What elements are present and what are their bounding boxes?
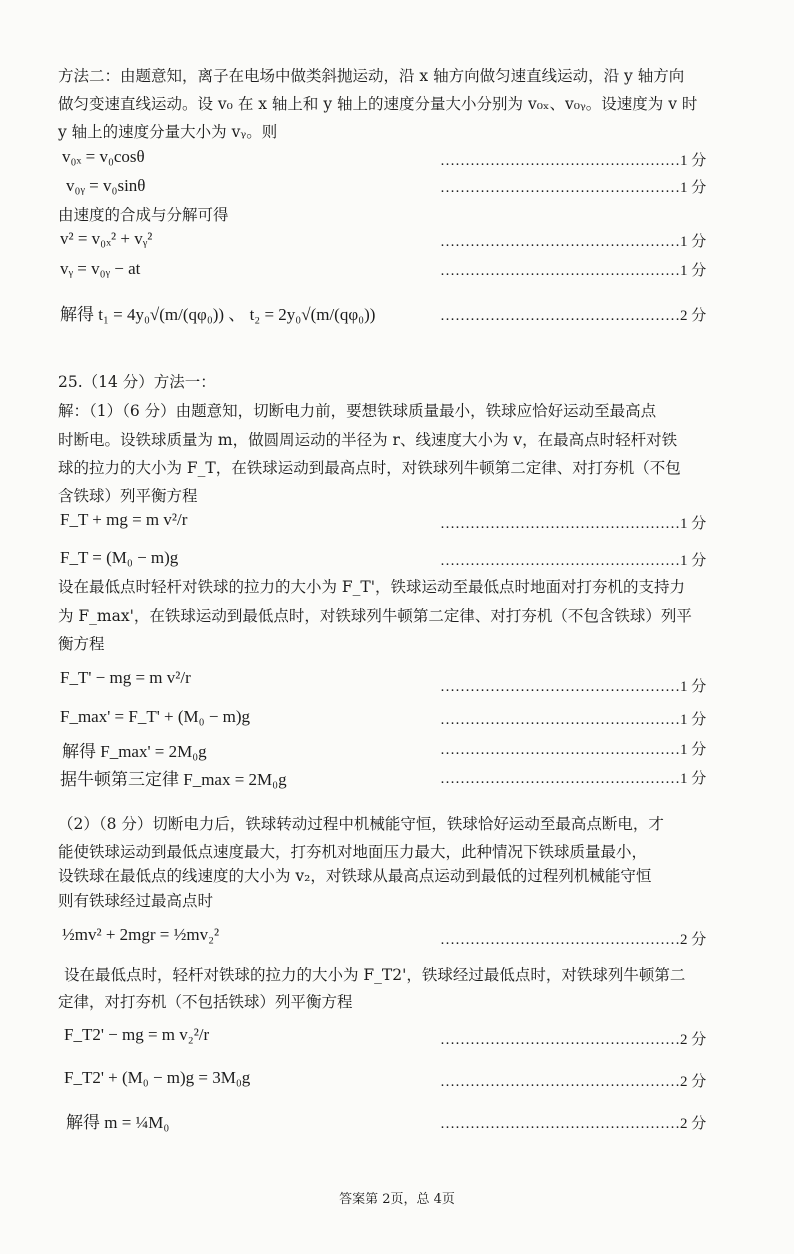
q25-part2-lowest-line-1: 设在最低点时，轻杆对铁球的拉力的大小为 F_T2'，铁球经过最低点时，对铁球列牛顿第二: [64, 966, 686, 984]
score-mark: …………………………………………2 分: [440, 308, 707, 324]
q25-part1-line-3: 球的拉力的大小为 F_T，在铁球运动到最高点时，对铁球列牛顿第二定律、对打夯机（不包: [58, 459, 681, 477]
score-mark: …………………………………………1 分: [440, 263, 707, 279]
q25-part2-line-1: （2）（8 分）切断电力后，铁球转动过程中机械能守恒，铁球恰好运动至最高点断电，才: [58, 815, 664, 833]
equation-v-squared: v² = v₀ₓ² + vᵧ²: [60, 229, 153, 248]
velocity-composition-text: 由速度的合成与分解可得: [58, 206, 229, 224]
equation-newton-third: 据牛顿第三定律 F_max = 2M₀g: [60, 770, 287, 789]
score-mark: …………………………………………1 分: [440, 553, 707, 569]
score-mark: …………………………………………1 分: [440, 234, 707, 250]
equation-ft2-bottom: F_T2' − mg = m v₂²/r: [64, 1025, 210, 1044]
equation-ft-bottom: F_T' − mg = m v²/r: [60, 668, 191, 687]
equation-v0x: v₀ₓ = v₀cosθ: [62, 147, 145, 166]
score-mark: …………………………………………1 分: [440, 712, 707, 728]
score-mark: …………………………………………2 分: [440, 1074, 707, 1090]
method2-line-1: 方法二：由题意知，离子在电场中做类斜抛运动，沿 x 轴方向做匀速直线运动，沿 y 轴方向: [58, 67, 685, 85]
question-25-header: 25.（14 分）方法一：: [58, 373, 216, 391]
q25-part2-line-4: 则有铁球经过最高点时: [58, 892, 214, 910]
page-footer: 答案第 2页，总 4页: [339, 1192, 455, 1207]
score-mark: …………………………………………2 分: [440, 1032, 707, 1048]
q25-part1-line-4: 含铁球）列平衡方程: [58, 487, 198, 505]
score-mark: …………………………………………1 分: [440, 771, 707, 787]
q25-part2-line-3: 设铁球在最低点的线速度的大小为 v₂，对铁球从最高点运动到最低的过程列机械能守恒: [58, 867, 652, 885]
method2-line-3: y 轴上的速度分量大小为 vᵧ。则: [58, 123, 278, 141]
q25-part1-lowest-line-1: 设在最低点时轻杆对铁球的拉力的大小为 F_T'，铁球运动至最低点时地面对打夯机的支持力: [58, 578, 686, 596]
score-mark: …………………………………………1 分: [440, 516, 707, 532]
score-mark: …………………………………………2 分: [440, 932, 707, 948]
score-mark: …………………………………………1 分: [440, 180, 707, 196]
q25-part1-line-1: 解：（1）（6 分）由题意知，切断电力前，要想铁球质量最小，铁球应恰好运动至最高点: [58, 402, 657, 420]
equation-ft-top: F_T + mg = m v²/r: [60, 510, 188, 529]
q25-part1-lowest-line-2: 为 F_max'，在铁球运动到最低点时，对铁球列牛顿第二定律、对打夯机（不包含铁球）列平: [58, 607, 692, 625]
method2-line-2: 做匀变速直线运动。设 v₀ 在 x 轴上和 y 轴上的速度分量大小分别为 v₀ₓ、v₀ᵧ。设速度为 v 时: [58, 95, 698, 113]
equation-v0y: v₀ᵧ = v₀sinθ: [66, 176, 146, 195]
q25-part1-line-2: 时断电。设铁球质量为 m，做圆周运动的半径为 r、线速度大小为 v，在最高点时轻杆对铁: [58, 431, 678, 449]
equation-ft2-balance: F_T2' + (M₀ − m)g = 3M₀g: [64, 1068, 251, 1087]
q25-part2-lowest-line-2: 定律，对打夯机（不包括铁球）列平衡方程: [58, 993, 353, 1011]
q25-part1-lowest-line-3: 衡方程: [58, 635, 105, 653]
equation-mass-solved: 解得 m = ¼M₀: [66, 1113, 170, 1132]
score-mark: …………………………………………1 分: [440, 679, 707, 695]
score-mark: …………………………………………1 分: [440, 742, 707, 758]
equation-solve-t: 解得 t₁ = 4y₀√(m/(qφ₀)) 、 t₂ = 2y₀√(m/(qφ₀)): [60, 305, 376, 324]
equation-fmax-solved: 解得 F_max' = 2M₀g: [62, 742, 207, 761]
equation-fmax-prime: F_max' = F_T' + (M₀ − m)g: [60, 707, 251, 726]
equation-vy: vᵧ = v₀ᵧ − at: [60, 259, 141, 278]
equation-energy-conservation: ½mv² + 2mgr = ½mv₂²: [62, 925, 220, 944]
equation-ft-balance: F_T = (M₀ − m)g: [60, 548, 179, 567]
score-mark: …………………………………………2 分: [440, 1116, 707, 1132]
score-mark: …………………………………………1 分: [440, 153, 707, 169]
q25-part2-line-2: 能使铁球运动到最低点速度最大，打夯机对地面压力最大，此种情况下铁球质量最小，: [58, 843, 648, 861]
